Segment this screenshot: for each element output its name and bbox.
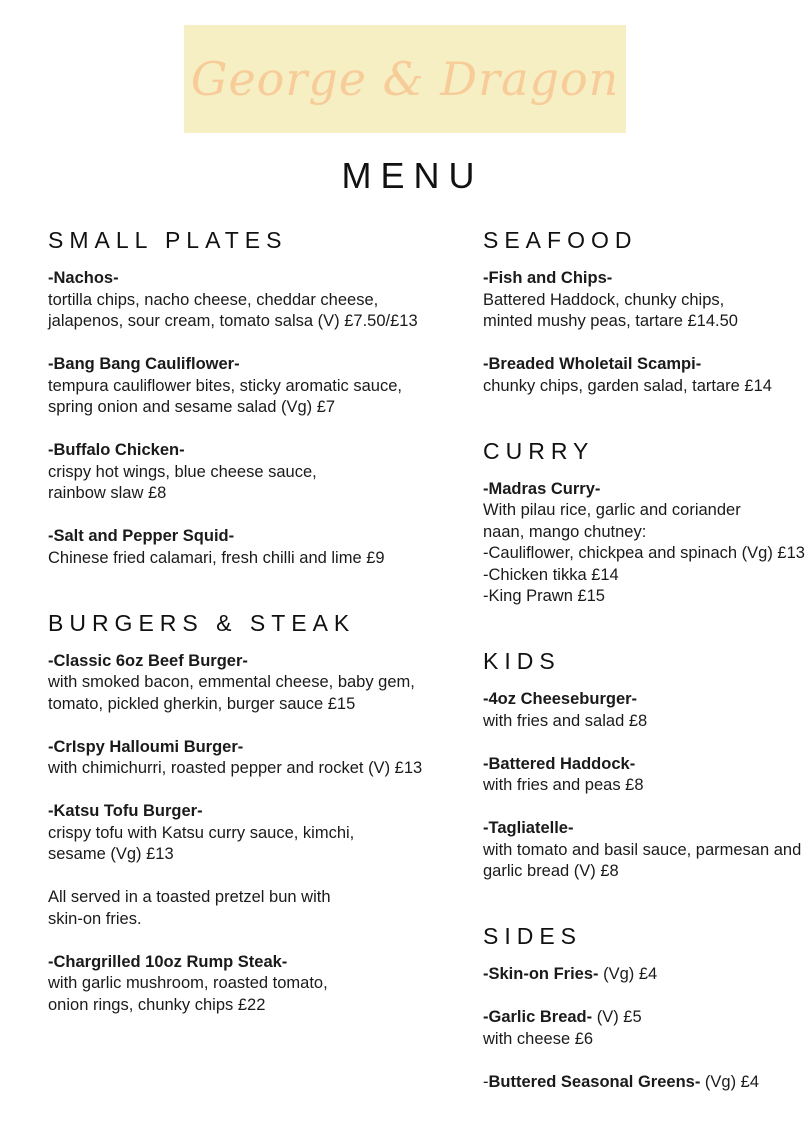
kids-section xyxy=(483,647,805,883)
item-name: Buttered Seasonal Greens- xyxy=(488,1072,701,1091)
menu-item xyxy=(48,526,443,569)
menu-item xyxy=(48,440,443,505)
section-heading: SIDES xyxy=(483,923,583,949)
curry-option: -Chicken tikka £14 xyxy=(483,565,619,584)
section-heading: SMALL PLATES xyxy=(48,227,288,253)
menu-item xyxy=(48,354,443,419)
item-name: -Chargrilled 10oz Rump Steak- xyxy=(48,952,288,971)
item-name: -4oz Cheeseburger- xyxy=(483,690,638,708)
item-description: with garlic mushroom, roasted tomato, onion rings, chunky chips £22 xyxy=(48,974,328,1014)
page-title: MENU xyxy=(341,155,484,196)
item-name: -Katsu Tofu Burger- xyxy=(48,802,203,820)
menu-item xyxy=(483,479,805,608)
item-name: -Garlic Bread- xyxy=(483,1008,593,1026)
curry-section xyxy=(483,437,805,608)
curry-option: -Cauliflower, chickpea and spinach (Vg) £13 xyxy=(483,544,805,562)
item-name: -Classic 6oz Beef Burger- xyxy=(48,651,248,670)
item-name: -Bang Bang Cauliflower- xyxy=(48,355,240,373)
section-heading: CURRY xyxy=(483,437,595,464)
menu-item xyxy=(48,801,443,866)
menu-item xyxy=(483,818,805,883)
item-description: with chimichurri, roasted pepper and rocket (V) £13 xyxy=(48,759,423,777)
item-description: Chinese fried calamari, fresh chilli and lime £9 xyxy=(48,548,385,567)
menu-item xyxy=(48,651,443,716)
item-name: -Battered Haddock- xyxy=(483,754,636,773)
curry-option: -King Prawn £15 xyxy=(483,587,605,605)
section-heading: BURGERS & STEAK xyxy=(48,609,356,636)
menu-item xyxy=(483,354,805,397)
item-description: crispy hot wings, blue cheese sauce, rainbow slaw £8 xyxy=(48,462,317,502)
item-description: tortilla chips, nacho cheese, cheddar cheese, jalapenos, sour cream, tomato salsa (V) £7.50/£13 xyxy=(48,290,418,330)
item-name: -Nachos- xyxy=(48,269,119,287)
menu-item xyxy=(483,964,805,986)
menu-item xyxy=(48,737,443,780)
menu-item xyxy=(483,754,805,797)
item-name: -Salt and Pepper Squid- xyxy=(48,527,235,545)
item-name: -Buffalo Chicken- xyxy=(48,441,185,459)
item-name: -Tagliatelle- xyxy=(483,819,574,837)
item-name: -Madras Curry- xyxy=(483,479,601,498)
item-description: Battered Haddock, chunky chips, minted mushy peas, tartare £14.50 xyxy=(483,290,738,330)
item-price: (Vg) £4 xyxy=(598,965,658,983)
menu-item xyxy=(483,268,805,333)
logo-banner xyxy=(184,25,626,133)
section-heading: KIDS xyxy=(483,648,561,674)
right-column xyxy=(483,226,805,1115)
left-column xyxy=(48,226,443,1038)
section-heading: SEAFOOD xyxy=(483,227,638,253)
item-description: with fries and peas £8 xyxy=(483,776,644,794)
item-description: tempura cauliflower bites, sticky aromatic sauce, spring onion and sesame salad (Vg) £7 xyxy=(48,376,402,416)
small-plates-section xyxy=(48,226,443,569)
menu-item xyxy=(48,952,443,1017)
menu-item xyxy=(483,689,805,732)
item-price: (Vg) £4 xyxy=(700,1072,760,1091)
item-name: -CrIspy Halloumi Burger- xyxy=(48,737,244,756)
item-prefix: - xyxy=(483,1072,489,1091)
item-description: with smoked bacon, emmental cheese, baby gem, tomato, pickled gherkin, burger sauce £15 xyxy=(48,673,415,713)
item-description: crispy tofu with Katsu curry sauce, kimchi, sesame (Vg) £13 xyxy=(48,823,355,863)
burgers-steak-section xyxy=(48,609,443,1017)
sides-section xyxy=(483,922,805,1093)
item-description: chunky chips, garden salad, tartare £14 xyxy=(483,376,772,395)
item-name: -Breaded Wholetail Scampi- xyxy=(483,355,702,373)
burger-note: All served in a toasted pretzel bun with skin-on fries. xyxy=(48,888,331,928)
item-description: with cheese £6 xyxy=(483,1029,594,1048)
item-name: -Skin-on Fries- xyxy=(483,965,599,983)
menu-item xyxy=(483,1007,805,1050)
item-price: (V) £5 xyxy=(592,1008,642,1026)
item-name: -Fish and Chips- xyxy=(483,269,613,287)
menu-item xyxy=(483,1072,805,1094)
logo-text: George & Dragon xyxy=(190,52,620,106)
menu-item xyxy=(48,268,443,333)
seafood-section xyxy=(483,226,805,397)
item-description: With pilau rice, garlic and coriander naan, mango chutney: xyxy=(483,501,741,541)
item-description: with fries and salad £8 xyxy=(483,711,648,730)
item-description: with tomato and basil sauce, parmesan and garlic bread (V) £8 xyxy=(483,840,802,880)
